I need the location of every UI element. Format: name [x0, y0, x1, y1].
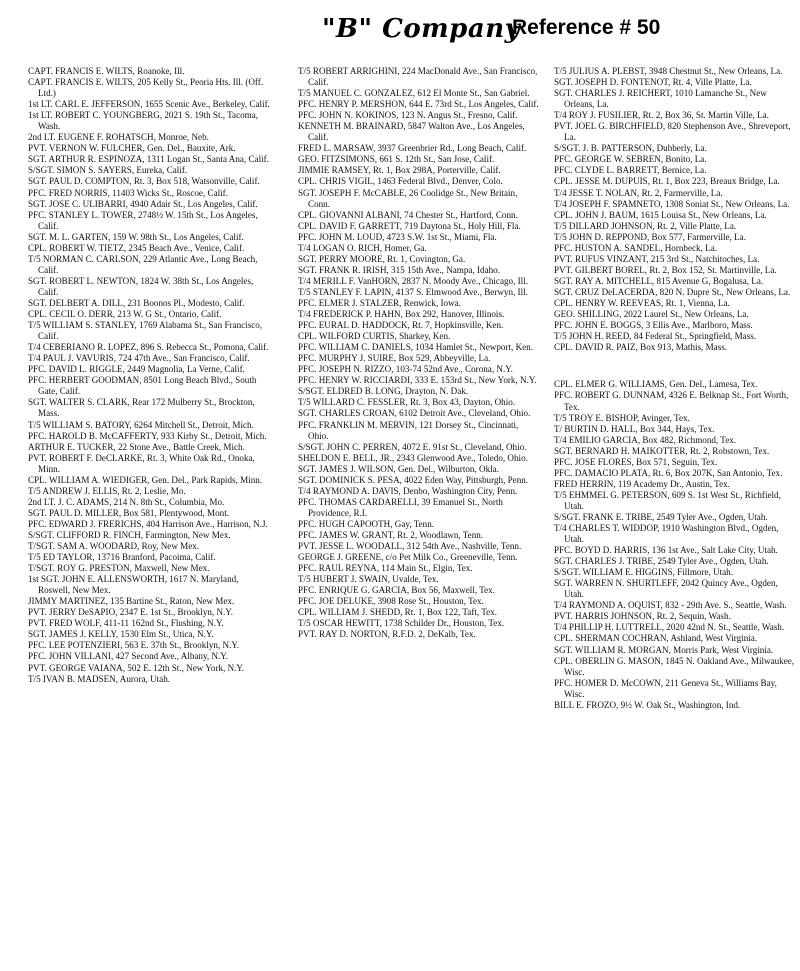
roster-entry: PFC. HUGH CAPOOTH, Gay, Tenn. [298, 518, 435, 529]
roster-entry: T/5 JOHN H. REED, 84 Federal St., Springfield, Mass. [554, 331, 757, 342]
roster-entry: CPL. WILLIAM J. SHEDD, Rt. 1, Box 122, Taft, Tex. [298, 607, 498, 618]
roster-entry: CPL. JESSE M. DUPUIS, Rt. 1, Box 223, Breaux Bridge, La. [554, 176, 780, 187]
roster-entry: CPL. WILFORD CURTIS, Sharkey, Ken. [298, 331, 451, 342]
roster-entry: T/4 EMILIO GARCIA, Box 482, Richmond, Tex. [554, 434, 737, 445]
roster-entry: PFC. WILLIAM C. DANIELS, 1034 Hamlet St., Newport, Ken. [298, 342, 533, 353]
roster-entry: T/5 ANDREW J. ELLIS, Rt. 2, Leslie, Mo. [28, 485, 186, 496]
roster-entry: CPL. DAVID R. PAIZ, Box 913, Mathis, Mass. [554, 342, 728, 353]
roster-entry: CPL. OBERLIN G. MASON, 1845 N. Oakland Ave., Milwaukee, Wisc. [554, 655, 795, 677]
roster-entry: PVT. HARRIS JOHNSON, Rt. 2, Sequin, Wash. [554, 611, 731, 622]
roster-entry: 2nd LT. EUGENE F. ROHATSCH, Monroe, Neb. [28, 132, 209, 143]
roster-entry: SGT. WALTER S. CLARK, Rear 172 Mulberry St., Brockton, Mass. [28, 397, 255, 419]
roster-entry: GEORGE J. GREENE, c/o Pet Milk Co., Greeneville, Tenn. [298, 552, 518, 563]
roster-entry: T/4 JESSE T. NOLAN, Rt. 2, Farmerville, La. [554, 187, 723, 198]
roster-entry: T/4 PAUL J. VAVURIS, 724 47th Ave., San Francisco, Calif. [28, 353, 250, 364]
roster-entry: SGT. DOMINICK S. PESA, 4022 Eden Way, Pittsburgh, Penn. [298, 474, 529, 485]
roster-entry: PVT. JERRY DeSAPIO, 2347 E. 1st St., Brooklyn, N.Y. [28, 607, 233, 618]
roster-entry: T/5 WILLIAM S. STANLEY, 1769 Alabama St., San Francisco, Calif. [28, 320, 263, 342]
roster-entry: SGT. BERNARD H. MAIKOTTER, Rt. 2, Robstown, Tex. [554, 445, 770, 456]
roster-entry: T/4 MERILL F. VanHORN, 2837 N. Moody Ave., Chicago, Ill. [298, 275, 528, 286]
roster-entry: PFC. DAMACIO PLATA, Rt. 6, Box 207K, San Antonio, Tex. [554, 467, 783, 478]
roster-entry: 1st LT. ROBERT C. YOUNGBERG, 2021 S. 19th St., Tacoma, Wash. [28, 110, 259, 132]
roster-entry: T/ BURTIN D. HALL, Box 344, Hays, Tex. [554, 423, 715, 434]
roster-entry: PFC. JOSE FLORES, Box 571, Seguin, Tex. [554, 456, 718, 467]
roster-entry: CPL. SHERMAN COCHRAN, Ashland, West Virginia. [554, 633, 758, 644]
roster-entry: SGT. ROBERT L. NEWTON, 1824 W. 38th St., Los Angeles, Calif. [28, 275, 254, 297]
roster-entry: PFC. HAROLD B. McCAFFERTY, 933 Kirby St., Detroit, Mich. [28, 430, 267, 441]
roster-entry: SGT. WILLIAM R. MORGAN, Morris Park, West Virginia. [554, 644, 774, 655]
roster-entry: T/5 ROBERT ARRIGHINI, 224 MacDonald Ave., San Francisco, Calif. [298, 66, 538, 88]
roster-entry: PVT. JOEL G. BIRCHFIELD, 820 Stephenson Ave., Shreveport, La. [554, 121, 791, 143]
roster-entry: CPL. CHRIS VIGIL, 1463 Federal Blvd., Denver, Colo. [298, 176, 503, 187]
roster-entry: S/SGT. FRANK E. TRIBE, 2549 Tyler Ave., Ogden, Utah. [554, 511, 768, 522]
roster-entry: FRED L. MARSAW, 3937 Greenbrier Rd., Long Beach, Calif. [298, 143, 527, 154]
roster-columns [14, 66, 794, 966]
roster-entry: SGT. CHARLES J. REICHERT, 1010 Lamanche St., New Orleans, La. [554, 88, 767, 110]
roster-entry: T/SGT. ROY G. PRESTON, Maxwell, New Mex. [28, 563, 210, 574]
roster-entry: KENNETH M. BRAINARD, 5847 Walton Ave., Los Angeles, Calif. [298, 121, 525, 143]
roster-entry: S/SGT. WILLIAM E. HIGGINS, Fillmore, Utah. [554, 567, 733, 578]
roster-entry: BILL E. FROZO, 9½ W. Oak St., Washington, Ind. [554, 699, 741, 710]
roster-entry: PFC. ROBERT G. DUNNAM, 4326 E. Belknap St., Fort Worth, Tex. [554, 390, 789, 412]
roster-entry: T/5 STANLEY F. LAPIN, 4137 S. Elmwood Ave., Berwyn, Ill. [298, 286, 528, 297]
roster-entry: PFC. EDWARD J. FRERICHS, 404 Harrison Ave., Harrison, N.J. [28, 518, 268, 529]
roster-entry: PVT. VERNON W. FULCHER, Gen. Del., Bauxite, Ark. [28, 143, 236, 154]
roster-column-1 [28, 66, 270, 966]
roster-entry: T/5 MANUEL C. GONZALEZ, 612 El Monte St., San Gabriel. [298, 88, 530, 99]
roster-entry: CPL. CECIL O. DERR, 213 W. G St., Ontario, Calif. [28, 309, 222, 320]
roster-entry: CAPT. FRANCIS E. WILTS, 205 Kelly St., Peoria Hts. Ill. (Off. Ltd.) [28, 77, 264, 99]
roster-entry: PFC. EURAL D. HADDOCK, Rt. 7, Hopkinsville, Ken. [298, 320, 504, 331]
roster-entry: 1st SGT. JOHN E. ALLENSWORTH, 1617 N. Maryland, Roswell, New Mex. [28, 574, 239, 596]
roster-entry: PFC. BOYD D. HARRIS, 136 1st Ave., Salt Lake City, Utah. [554, 545, 778, 556]
roster-entry: PFC. CLYDE L. BARRETT, Bernice, La. [554, 165, 707, 176]
roster-entry: ARTHUR E. TUCKER, 22 Stone Ave., Battle Creek, Mich. [28, 441, 245, 452]
roster-entry: T/5 ED TAYLOR, 13716 Branford, Pacoima, Calif. [28, 552, 216, 563]
roster-entry: PVT. ROBERT F. DeCLARKE, Rt. 3, White Oak Rd., Onoka, Minn. [28, 452, 255, 474]
roster-entry: T/5 EHMMEL G. PETERSON, 609 S. 1st West St., Richfield, Utah. [554, 489, 781, 511]
roster-entry: PFC. FRED NORRIS, 11403 Wicks St., Roscoe, Calif. [28, 187, 228, 198]
roster-entry: 1st LT. CARL E. JEFFERSON, 1655 Scenic Ave., Berkeley, Calif. [28, 99, 270, 110]
roster-entry: JIMMY MARTINEZ, 135 Bartine St., Raton, New Mex. [28, 596, 235, 607]
roster-entry: SGT. CRUZ DeLACERDA, 820 N. Dupre St., New Orleans, La. [554, 286, 791, 297]
roster-entry: PFC. HUSTON A. SANDEL, Hornbeck, La. [554, 242, 718, 253]
roster-entry: SGT. M. L. GARTEN, 159 W. 98th St., Los Angeles, Calif. [28, 231, 244, 242]
roster-entry: SGT. CHARLES J. TRIBE, 2549 Tyler Ave., Ogden, Utah. [554, 556, 769, 567]
roster-entry: CPL. HENRY W. REEVEAS, Rt. 1, Vienna, La. [554, 297, 730, 308]
roster-entry: PVT. GILBERT BOREL, Rt. 2, Box 152, St. Martinville, La. [554, 264, 777, 275]
roster-entry: PFC. HOMER D. McCOWN, 211 Geneva St., Williams Bay, Wisc. [554, 677, 777, 699]
roster-entry: S/SGT. SIMON S. SAYERS, Eureka, Calif. [28, 165, 188, 176]
company-title: "B" Company [322, 14, 521, 44]
roster-entry: PFC. THOMAS CARDARELLI, 39 Emanuel St., North Providence, R.I. [298, 496, 503, 518]
roster-entry: PFC. STANLEY L. TOWER, 2748½ W. 15th St., Los Angeles, Calif. [28, 209, 258, 231]
roster-entry: T/5 JULIUS A. PLEBST, 3948 Chestnut St., New Orleans, La. [554, 66, 783, 76]
roster-entry: T/5 WILLARD C. FESSLER, Rt. 3, Box 43, Dayton, Ohio. [298, 397, 516, 408]
roster-entry: SGT. PAUL D. COMPTON, Rt. 3, Box 518, Watsonville, Calif. [28, 176, 260, 187]
roster-entry: SGT. PERRY MOORE, Rt. 1, Covington, Ga. [298, 253, 466, 264]
roster-entry: T/5 OSCAR HEWITT, 1738 Schilder Dr., Houston, Tex. [298, 618, 505, 629]
roster-entry: CPL. ROBERT W. TIETZ, 2345 Beach Ave., Venice, Calif. [28, 242, 245, 253]
roster-entry: T/5 NORMAN C. CARLSON, 229 Atlantic Ave., Long Beach, Calif. [28, 253, 258, 275]
roster-entry: PFC. RAUL REYNA, 114 Main St., Elgin, Tex. [298, 563, 473, 574]
roster-entry: PVT. JESSE L. WOODALL, 312 54th Ave., Nashville, Tenn. [298, 541, 522, 552]
roster-entry: T/4 JOSEPH F. SPAMNETO, 1308 Soniat St., New Orleans, La. [554, 198, 790, 209]
roster-entry: CPL. JOHN J. BAUM, 1615 Louisa St., New Orleans, La. [554, 209, 767, 220]
roster-entry: CAPT. FRANCIS E. WILTS, Roanoke, Ill. [28, 66, 185, 76]
roster-entry: T/5 JOHN D. REPPOND, Box 577, Farmerville, La. [554, 231, 746, 242]
page-header [0, 8, 800, 60]
roster-entry: T/4 PHILLIP H. LUTTRELL, 2020 42nd N. St., Seattle, Wash. [554, 622, 785, 633]
roster-entry: PFC. HENRY W. RICCIARDI, 333 E. 153rd St., New York, N.Y. [298, 375, 537, 386]
roster-entry: PFC. JOHN N. KOKINOS, 123 N. Angus St., Fresno, Calif. [298, 110, 518, 121]
roster-entry: PFC. HERBERT GOODMAN, 8501 Long Beach Blvd., South Gate, Calif. [28, 375, 257, 397]
roster-entry: CPL. WILLIAM A. WIEDIGER, Gen. Del., Park Rapids, Minn. [28, 474, 263, 485]
roster-entry: FRED HERRIN, 119 Academy Dr., Austin, Tex. [554, 478, 730, 489]
roster-entry: PVT. RUFUS VINZANT, 215 3rd St., Natchitoches, La. [554, 253, 760, 264]
roster-entry: T/5 DILLARD JOHNSON, Rt. 2, Ville Platte, La. [554, 220, 737, 231]
roster-column-2 [298, 66, 540, 966]
roster-entry: CPL. DAVID F. GARRETT, 719 Daytona St., Holy Hill, Fla. [298, 220, 521, 231]
roster-entry: PFC. MURPHY J. SUIRE, Box 529, Abbeyville, La. [298, 353, 491, 364]
roster-entry: PVT. RAY D. NORTON, R.F.D. 2, DeKalb, Tex. [298, 629, 476, 640]
roster-entry: T/5 IVAN B. MADSEN, Aurora, Utah. [28, 673, 171, 684]
roster-entry: S/SGT. J. B. PATTERSON, Dubberly, La. [554, 143, 707, 154]
roster-entry: CPL. GIOVANNI ALBANI, 74 Chester St., Hartford, Conn. [298, 209, 518, 220]
roster-entry: T/5 HUBERT J. SWAIN, Uvalde, Tex. [298, 574, 439, 585]
roster-entry: SHELDON E. BELL, JR., 2343 Glenwood Ave., Toledo, Ohio. [298, 452, 528, 463]
roster-entry: PVT. GEORGE VAIANA, 502 E. 12th St., New York, N.Y. [28, 662, 245, 673]
roster-entry: S/SGT. JOHN C. PERREN, 4072 E. 91st St., Cleveland, Ohio. [298, 441, 527, 452]
roster-entry: PFC. JOSEPH N. RIZZO, 103-74 52nd Ave., Corona, N.Y. [298, 364, 513, 375]
roster-entry: T/5 TROY E. BISHOP, Avinger, Tex. [554, 412, 690, 423]
roster-entry: S/SGT. CLIFFORD R. FINCH, Farmington, New Mex. [28, 529, 231, 540]
roster-entry: T/4 RAYMOND A. DAVIS, Denbo, Washington City, Penn. [298, 485, 518, 496]
roster-entry: SGT. WARREN N. SHURTLEFF, 2042 Quincy Ave., Ogden, Utah. [554, 578, 778, 600]
roster-entry: T/5 WILLIAM S. BATORY, 6264 Mitchell St., Detroit, Mich. [28, 419, 254, 430]
roster-entry: SGT. DELBERT A. DILL, 231 Boonos Pl., Modesto, Calif. [28, 297, 245, 308]
roster-entry: PFC. GEORGE W. SEBREN, Bonito, La. [554, 154, 707, 165]
roster-entry: JIMMIE RAMSEY, Rt. 1, Box 298A, Porterville, Calif. [298, 165, 501, 176]
roster-entry: PFC. DAVID L. RIGGLE, 2449 Magnolia, La Verne, Calif. [28, 364, 245, 375]
reference-number: Reference # 50 [512, 16, 661, 39]
roster-entry: SGT. PAUL D. MILLER, Box 581, Plentywood, Mont. [28, 507, 229, 518]
roster-entry: PFC. ELMER J. STALZER, Renwick, Iowa. [298, 297, 461, 308]
roster-entry: PFC. JAMES W. GRANT, Rt. 2, Woodlawn, Tenn. [298, 529, 484, 540]
roster-entry: SGT. CHARLES CROAN, 6102 Detroit Ave., Cleveland, Ohio. [298, 408, 531, 419]
roster-entry: PFC. JOHN M. LOUD, 4723 S.W. 1st St., Miami, Fla. [298, 231, 497, 242]
roster-entry: PFC. LEE POTENZIERI, 563 E. 37th St., Brooklyn, N.Y. [28, 640, 240, 651]
roster-entry: T/4 LOGAN O. RICH, Homer, Ga. [298, 242, 427, 253]
roster-entry: 2nd LT. J. C. ADAMS, 214 N. 8th St., Columbia, Mo. [28, 496, 225, 507]
roster-entry: SGT. ARTHUR R. ESPINOZA, 1311 Logan St., Santa Ana, Calif. [28, 154, 269, 165]
roster-entry: PFC. JOHN VILLANI, 427 Second Ave., Albany, N.Y. [28, 651, 228, 662]
roster-entry: SGT. JOSE C. ULIBARRI, 4940 Adair St., Los Angeles, Calif. [28, 198, 258, 209]
roster-entry: T/4 FREDERICK P. HAHN, Box 292, Hanover, Illinois. [298, 309, 505, 320]
roster-entry: SGT. JAMES J. WILSON, Gen. Del., Wilburton, Okla. [298, 463, 499, 474]
roster-entry: T/4 CEBERIANO R. LOPEZ, 896 S. Rebecca St., Pomona, Calif. [28, 342, 269, 353]
roster-entry: SGT. JAMES J. KELLY, 1530 Elm St., Utica, N.Y. [28, 629, 214, 640]
roster-gap [554, 362, 796, 370]
roster-entry: PFC. JOHN E. BOGGS, 3 Ellis Ave., Marlboro, Mass. [554, 320, 753, 331]
roster-column-3 [554, 66, 796, 966]
roster-entry: CPL. ELMER G. WILLIAMS, Gen. Del., Lamesa, Tex. [554, 379, 758, 390]
roster-entry: PVT. FRED WOLF, 411-11 162nd St., Flushing, N.Y. [28, 618, 224, 629]
roster-entry: PFC. HENRY P. MERSHON, 644 E. 73rd St., Los Angeles, Calif. [298, 99, 539, 110]
roster-entry: SGT. JOSEPH F. McCABLE, 26 Coolidge St., New Britain, Conn. [298, 187, 518, 209]
roster-entry: GEO. FITZSIMONS, 661 S. 12th St., San Jose, Calif. [298, 154, 495, 165]
roster-entry: SGT. JOSEPH D. FONTENOT, Rt. 4, Ville Platte, La. [554, 77, 752, 88]
roster-entry: T/4 ROY J. FUSILIER, Rt. 2, Box 36, St. Martin Ville, La. [554, 110, 769, 121]
roster-entry: PFC. FRANKLIN M. MERVIN, 121 Dorsey St., Cincinnati, Ohio. [298, 419, 519, 441]
roster-entry: T/SGT. SAM A. WOODARD, Roy, New Mex. [28, 541, 200, 552]
roster-entry: S/SGT. ELDRED B. LONG, Drayton, N. Dak. [298, 386, 469, 397]
roster-entry: SGT. FRANK R. IRISH, 315 15th Ave., Nampa, Idaho. [298, 264, 500, 275]
roster-entry: SGT. RAY A. MITCHELL, 815 Avenue G, Bogalusa, La. [554, 275, 764, 286]
roster-entry: T/4 CHARLES T. WIDDOP, 1910 Washington Blvd., Ogden, Utah. [554, 523, 779, 545]
roster-entry: T/4 RAYMOND A. OQUIST, 832 - 29th Ave. S., Seattle, Wash. [554, 600, 787, 611]
roster-entry: PFC. JOE DELUKE, 3908 Rose St., Houston, Tex. [298, 596, 484, 607]
roster-entry: PFC. ENRIQUE G. GARCIA, Box 56, Maxwell, Tex. [298, 585, 495, 596]
roster-entry: GEO. SHILLING, 2022 Laurel St., New Orleans, La. [554, 309, 749, 320]
